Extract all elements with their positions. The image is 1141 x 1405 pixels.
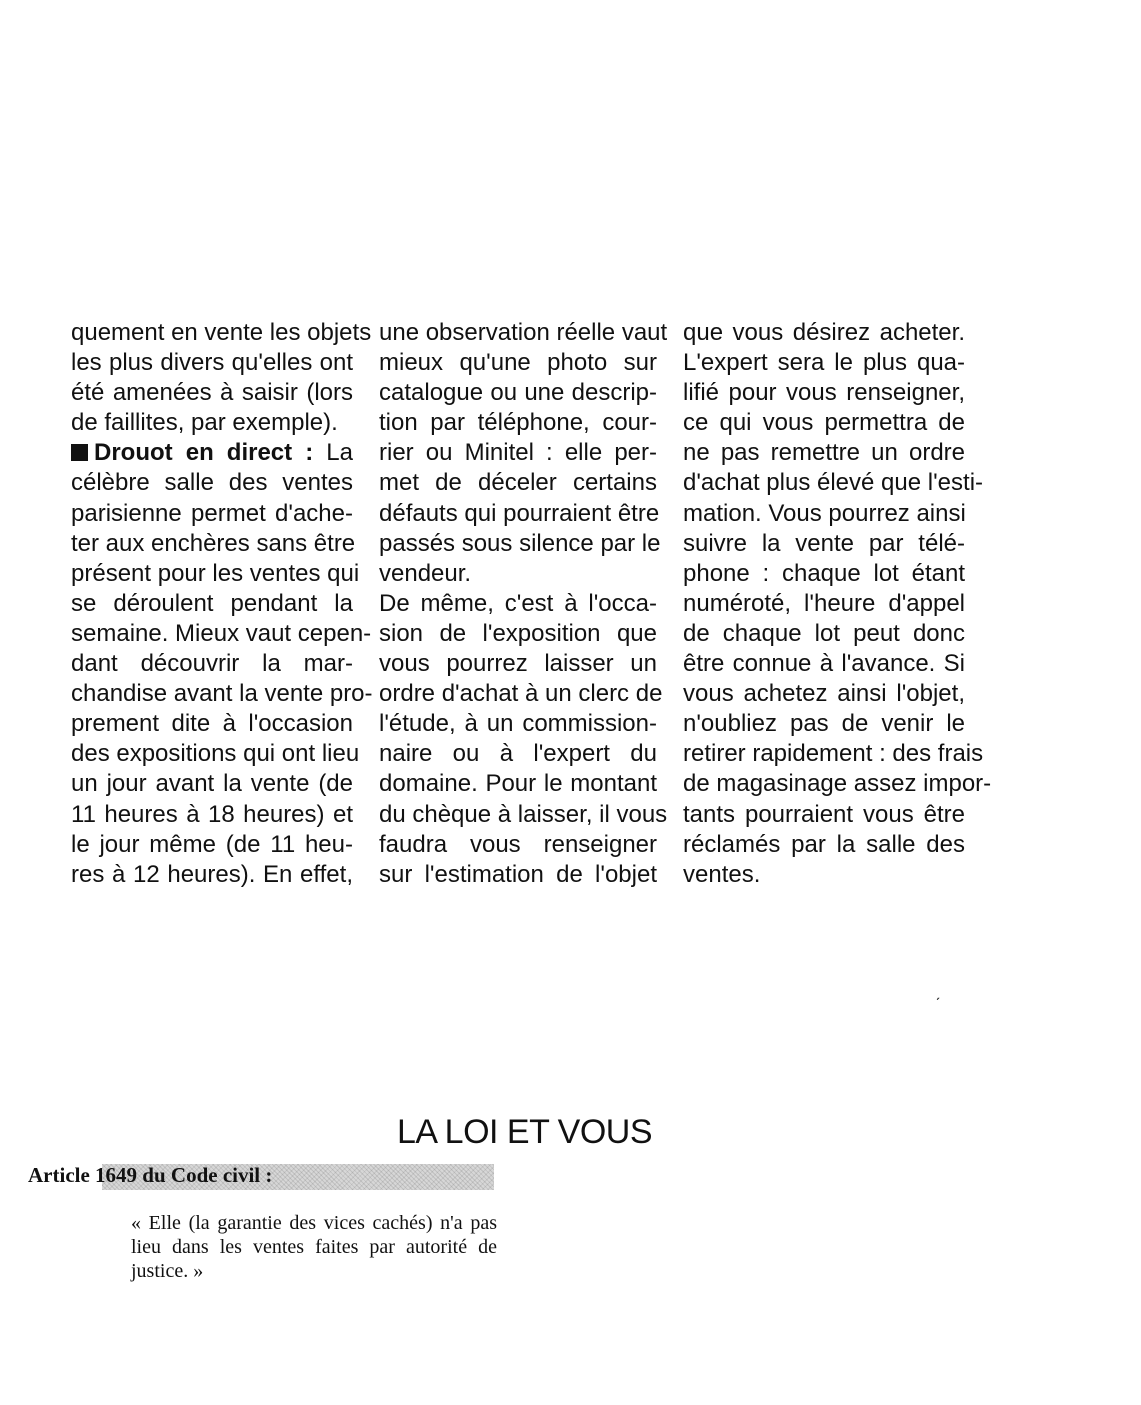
text-line: dant découvrir la mar- <box>71 650 353 678</box>
text-line: faudra vous renseigner <box>379 830 657 858</box>
text-line: De même, c'est à l'occa- <box>379 589 657 617</box>
text-line: de faillites, par exemple). <box>71 409 338 437</box>
text-line: res à 12 heures). En effet, <box>71 860 353 888</box>
text-line: rier ou Minitel : elle per- <box>379 439 657 467</box>
text-line: parisienne permet d'ache- <box>71 499 353 527</box>
text-line: du chèque à laisser, il vous <box>379 800 668 828</box>
text-line: des expositions qui ont lieu <box>71 740 360 768</box>
text-line: passés sous silence par le <box>379 529 661 557</box>
section-title: LA LOI ET VOUS <box>397 1113 653 1151</box>
text-line: d'achat plus élevé que l'esti- <box>683 469 984 497</box>
text-line: de chaque lot peut donc <box>683 619 965 647</box>
text-line: vous pourrez laisser un <box>379 650 657 678</box>
text-line: été amenées à saisir (lors <box>71 379 353 407</box>
paragraph-lead-text: La <box>313 439 353 467</box>
text-line: tion par téléphone, cour- <box>379 409 657 437</box>
text-line: ne pas remettre un ordre <box>683 439 965 467</box>
text-line: chandise avant la vente pro- <box>71 680 373 708</box>
text-line: naire ou à l'expert du <box>379 740 657 768</box>
text-line: mieux qu'une photo sur <box>379 349 657 377</box>
text-line: ce qui vous permettra de <box>683 409 965 437</box>
text-line: numéroté, l'heure d'appel <box>683 589 965 617</box>
paragraph-lead-heading: Drouot en direct : <box>94 439 314 467</box>
text-line: quement en vente les objets <box>71 319 372 346</box>
text-column-1 <box>71 318 373 890</box>
text-line: retirer rapidement : des frais <box>683 740 984 768</box>
square-bullet-icon <box>71 444 88 461</box>
text-line: tants pourraient vous être <box>683 800 965 828</box>
text-line: être connue à l'avance. Si <box>683 650 965 678</box>
text-line: que vous désirez acheter. <box>683 319 965 346</box>
text-line: ter aux enchères sans être <box>71 529 356 557</box>
text-line: se déroulent pendant la <box>71 589 353 617</box>
text-line: suivre la vente par télé- <box>683 529 965 557</box>
text-line: ventes. <box>683 860 761 888</box>
text-line: met de déceler certains <box>379 469 657 497</box>
text-line: sur l'estimation de l'objet <box>379 860 657 888</box>
article-header: Article 1649 du Code civil : <box>28 1163 273 1187</box>
text-line: un jour avant la vente (de <box>71 770 353 798</box>
text-line: le jour même (de 11 heu- <box>71 830 353 858</box>
text-line: de magasinage assez impor- <box>683 770 992 798</box>
text-line: n'oubliez pas de venir le <box>683 710 965 738</box>
stray-mark: ˏ <box>935 984 941 1001</box>
text-line: mation. Vous pourrez ainsi <box>683 499 966 527</box>
paragraph-lead-line <box>71 438 353 468</box>
text-line: 11 heures à 18 heures) et <box>71 800 353 828</box>
legal-quote <box>131 1211 497 1283</box>
text-line: L'expert sera le plus qua- <box>683 349 965 377</box>
text-line: sion de l'exposition que <box>379 619 657 647</box>
text-line: phone : chaque lot étant <box>683 559 965 587</box>
text-line: prement dite à l'occasion <box>71 710 353 738</box>
text-line: vous achetez ainsi l'objet, <box>683 680 965 708</box>
text-line: semaine. Mieux vaut cepen- <box>71 619 372 647</box>
quote-line: lieu dans les ventes faites par autorité de <box>131 1236 497 1258</box>
quote-line: « Elle (la garantie des vices cachés) n'a pas <box>131 1212 497 1234</box>
text-line: l'étude, à un commission- <box>379 710 657 738</box>
text-line: ordre d'achat à un clerc de <box>379 680 663 708</box>
text-line: lifié pour vous renseigner, <box>683 379 965 407</box>
text-line: célèbre salle des ventes <box>71 469 353 497</box>
text-line: défauts qui pourraient être <box>379 499 660 527</box>
text-line: présent pour les ventes qui <box>71 559 360 587</box>
text-line: réclamés par la salle des <box>683 830 965 858</box>
text-line: une observation réelle vaut <box>379 319 668 346</box>
text-line: les plus divers qu'elles ont <box>71 349 353 377</box>
quote-line: justice. » <box>131 1260 204 1282</box>
text-line: domaine. Pour le montant <box>379 770 657 798</box>
text-line: vendeur. <box>379 559 472 587</box>
text-column-2 <box>379 318 668 890</box>
text-line: catalogue ou une descrip- <box>379 379 657 407</box>
text-column-3 <box>683 318 992 890</box>
